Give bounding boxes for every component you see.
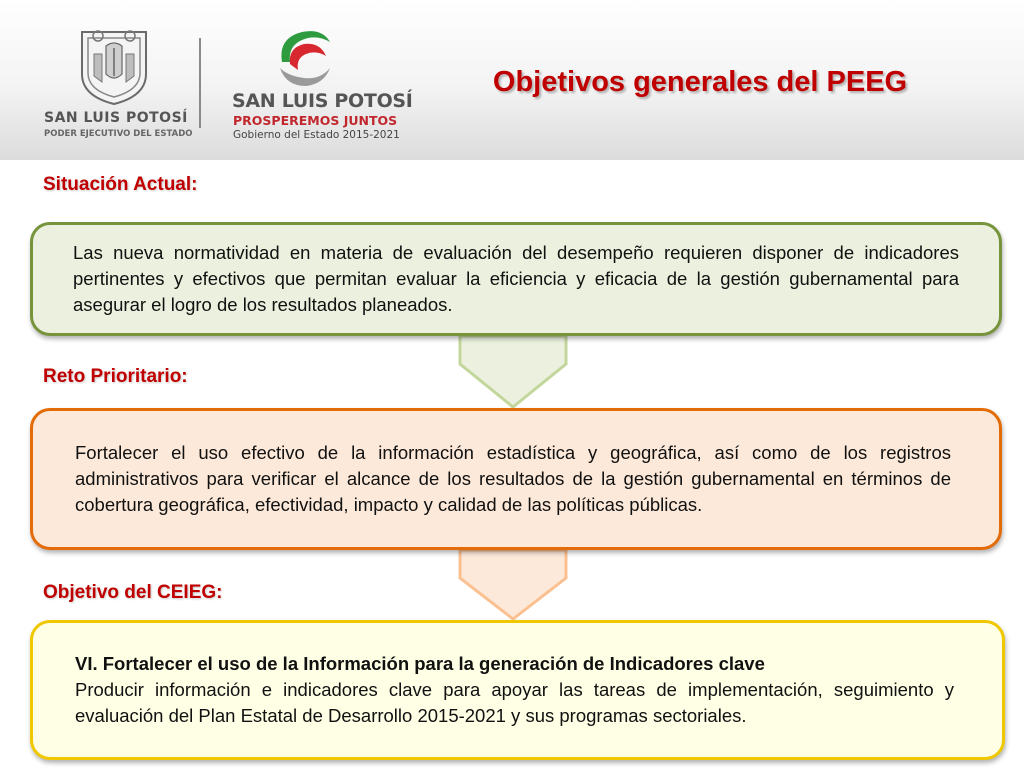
heading-objetivo-ceieg: Objetivo del CEIEG: xyxy=(43,582,223,603)
campaign-slogan: PROSPEREMOS JUNTOS xyxy=(233,113,398,128)
campaign-government: Gobierno del Estado 2015-2021 xyxy=(233,129,400,141)
page-title: Objetivos generales del PEEG xyxy=(492,66,908,98)
connector-arrow-1 xyxy=(457,334,569,410)
state-logo-name: SAN LUIS POTOSÍ xyxy=(44,110,188,126)
reto-prioritario-text: Fortalecer el uso efectivo de la información estadística y geográfica, así como de los registros administrativos para verificar el alcance de los resultados de la gestión gubernamental en términos de cobertura geográfica, efectividad, impacto y calidad de las políticas públicas. xyxy=(75,442,951,515)
tricolor-swirl-icon xyxy=(272,28,336,90)
situacion-actual-box xyxy=(30,222,1002,336)
logo-divider xyxy=(199,38,201,128)
reto-prioritario-box xyxy=(30,408,1002,550)
state-logo-subtitle: PODER EJECUTIVO DEL ESTADO xyxy=(44,129,193,139)
heading-reto-prioritario: Reto Prioritario: xyxy=(43,366,188,387)
coat-of-arms-icon xyxy=(76,24,152,106)
objetivo-ceieg-text: Producir información e indicadores clave para apoyar las tareas de implementación, seguimiento y evaluación del Plan Estatal de Desarrollo 2015-2021 y sus programas sectoriales. xyxy=(75,679,954,726)
objetivo-ceieg-title: VI. Fortalecer el uso de la Información para la generación de Indicadores clave xyxy=(75,653,765,674)
objetivo-ceieg-content xyxy=(75,651,954,729)
connector-arrow-2 xyxy=(457,548,569,622)
heading-situacion-actual: Situación Actual: xyxy=(43,174,198,195)
situacion-actual-text: Las nueva normatividad en materia de evaluación del desempeño requieren disponer de indicadores pertinentes y efectivos que permitan evaluar la eficiencia y eficacia de la gestión gubernamental para asegurar el logro de los resultados planeados. xyxy=(73,242,959,315)
objetivo-ceieg-box xyxy=(30,620,1005,760)
campaign-logo xyxy=(232,28,413,144)
state-logo xyxy=(44,24,193,144)
campaign-logo-name: SAN LUIS POTOSÍ xyxy=(232,90,413,112)
